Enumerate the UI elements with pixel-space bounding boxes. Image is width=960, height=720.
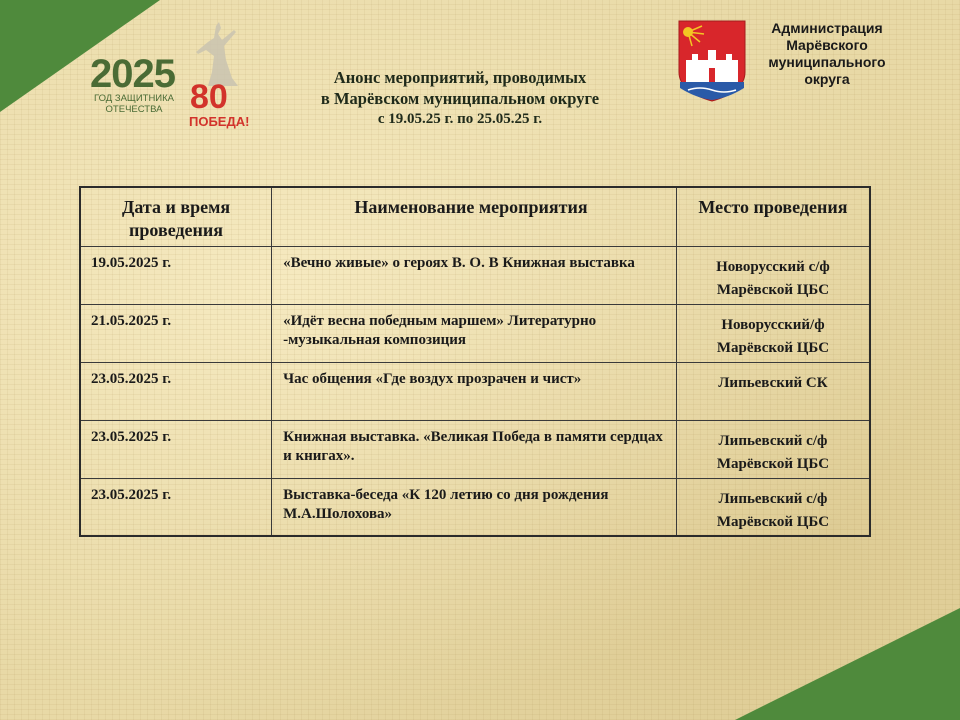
place-line-2: Марёвской ЦБС	[716, 513, 830, 530]
place-line-1: Липьевский с/ф	[718, 432, 828, 449]
header-place: Место проведения	[676, 187, 870, 246]
title-line-1: Анонс мероприятий, проводимых	[333, 68, 587, 87]
table-row	[80, 246, 870, 304]
row-event-name: «Идёт весна победным маршем» Литературно -музыкальная композиция	[272, 304, 677, 362]
row-place	[676, 246, 870, 304]
table-row	[80, 420, 870, 478]
victory-80-logo	[188, 20, 250, 132]
administration-label	[752, 20, 902, 88]
row-date: 23.05.2025 г.	[80, 362, 272, 420]
place-line-1: Липьевский СК	[718, 374, 828, 391]
victory-word: ПОБЕДА!	[189, 114, 250, 129]
logo-year: 2025	[90, 52, 175, 96]
place-line-2: Марёвской ЦБС	[716, 281, 830, 298]
row-date: 21.05.2025 г.	[80, 304, 272, 362]
row-date: 19.05.2025 г.	[80, 246, 272, 304]
admin-line-1: Администрация	[771, 20, 883, 36]
table-row	[80, 362, 870, 420]
year-of-defender-logo	[90, 52, 185, 125]
admin-line-2: Марёвского	[786, 37, 868, 53]
row-event-name: Час общения «Где воздух прозрачен и чист»	[272, 362, 677, 420]
row-place	[676, 478, 870, 536]
admin-line-3: муниципального	[768, 54, 886, 70]
row-event-name: «Вечно живые» о героях В. О. В Книжная выставка	[272, 246, 677, 304]
header-date-time: Дата и время проведения	[80, 187, 272, 246]
victory-number: 80	[190, 78, 228, 116]
title-line-3-date-range: с 19.05.25 г. по 25.05.25 г.	[377, 111, 543, 127]
row-date: 23.05.2025 г.	[80, 478, 272, 536]
corner-decoration-bottom-right	[735, 608, 960, 720]
row-event-name: Выставка-беседа «К 120 летию со дня рождения М.А.Шолохова»	[272, 478, 677, 536]
header-event-name: Наименование мероприятия	[272, 187, 677, 246]
title-line-2: в Марёвском муниципальном округе	[320, 89, 600, 108]
page-title	[250, 67, 670, 129]
row-place	[676, 362, 870, 420]
row-date: 23.05.2025 г.	[80, 420, 272, 478]
table-header-row	[80, 187, 870, 246]
row-event-name: Книжная выставка. «Великая Победа в памяти сердцах и книгах».	[272, 420, 677, 478]
admin-line-4: округа	[804, 71, 850, 87]
place-line-1: Новорусский/ф	[721, 316, 825, 333]
place-line-2: Марёвской ЦБС	[716, 455, 830, 472]
coat-of-arms-icon	[678, 20, 746, 102]
table-row	[80, 478, 870, 536]
events-table	[79, 186, 871, 537]
place-line-1: Новорусский с/ф	[716, 258, 830, 275]
logo-caption-line-2: ОТЕЧЕСТВА	[105, 104, 163, 115]
row-place	[676, 420, 870, 478]
place-line-1: Липьевский с/ф	[718, 490, 828, 507]
logo-caption-line-1: ГОД ЗАЩИТНИКА	[93, 93, 175, 104]
table-row	[80, 304, 870, 362]
place-line-2: Марёвской ЦБС	[716, 339, 830, 356]
row-place	[676, 304, 870, 362]
